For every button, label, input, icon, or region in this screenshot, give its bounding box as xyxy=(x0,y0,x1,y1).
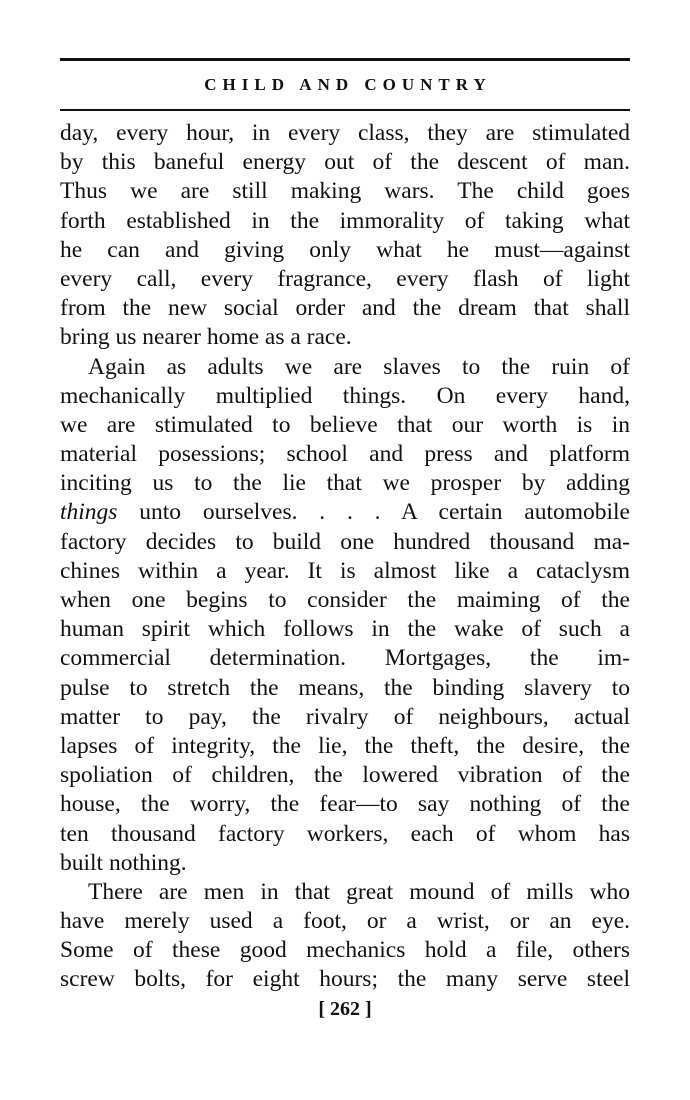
header-rule-bottom xyxy=(60,109,630,111)
text-line: factory decides to build one hundred thousand ma- xyxy=(60,528,630,555)
text-line: day, every hour, in every class, they are stimulated xyxy=(60,120,630,146)
text-line: mechanically multiplied things. On every hand, xyxy=(60,382,630,409)
text-line: by this baneful energy out of the descent of man. xyxy=(60,149,630,176)
text-line: he can and giving only what he must—against xyxy=(60,236,630,263)
text-line: matter to pay, the rivalry of neighbours, actual xyxy=(60,703,630,730)
header-rule-top xyxy=(60,58,630,61)
text-line: Some of these good mechanics hold a file, others xyxy=(60,937,630,964)
text-line: when one begins to consider the maiming of the xyxy=(60,587,630,613)
text-line: house, the worry, the fear—to say nothing of the xyxy=(60,791,630,818)
text-line: material posessions; school and press and platform xyxy=(60,441,630,468)
text-line: screw bolts, for eight hours; the many serve steel xyxy=(60,966,630,993)
text-line: bring us nearer home as a race. xyxy=(60,324,352,351)
text-line: Thus we are still making wars. The child goes xyxy=(60,178,630,205)
text-line: have merely used a foot, or a wrist, or an eye. xyxy=(60,908,630,935)
text-line: pulse to stretch the means, the binding slavery to xyxy=(60,674,630,701)
text-line: Again as adults we are slaves to the ruin of xyxy=(88,353,630,380)
text-line: ten thousand factory workers, each of whom has xyxy=(60,820,630,847)
text-line: from the new social order and the dream that shall xyxy=(60,295,630,322)
text-line: There are men in that great mound of mills who xyxy=(88,878,630,905)
text-line: commercial determination. Mortgages, the im- xyxy=(60,645,630,672)
running-head: CHILD AND COUNTRY xyxy=(204,75,492,94)
text-line: forth established in the immorality of taking what xyxy=(60,207,630,234)
text-line-with-italic xyxy=(60,498,630,527)
page-number: [ 262 ] xyxy=(318,997,372,1020)
italic-word: things xyxy=(60,499,118,526)
text-line: built nothing. xyxy=(60,849,187,876)
text-line: chines within a year. It is almost like a cataclysm xyxy=(60,557,630,584)
text-line-rest: unto ourselves. . . . A certain automobile xyxy=(139,499,630,526)
text-line: human spirit which follows in the wake of such a xyxy=(60,616,630,643)
text-line: inciting us to the lie that we prosper by adding xyxy=(60,470,630,497)
text-line: lapses of integrity, the lie, the theft, the desire, the xyxy=(60,732,630,759)
text-line: we are stimulated to believe that our worth is in xyxy=(60,411,630,438)
text-line: spoliation of children, the lowered vibration of the xyxy=(60,762,630,789)
text-line: every call, every fragrance, every flash of light xyxy=(60,265,630,292)
book-page xyxy=(60,58,630,1021)
body-text xyxy=(60,119,630,995)
